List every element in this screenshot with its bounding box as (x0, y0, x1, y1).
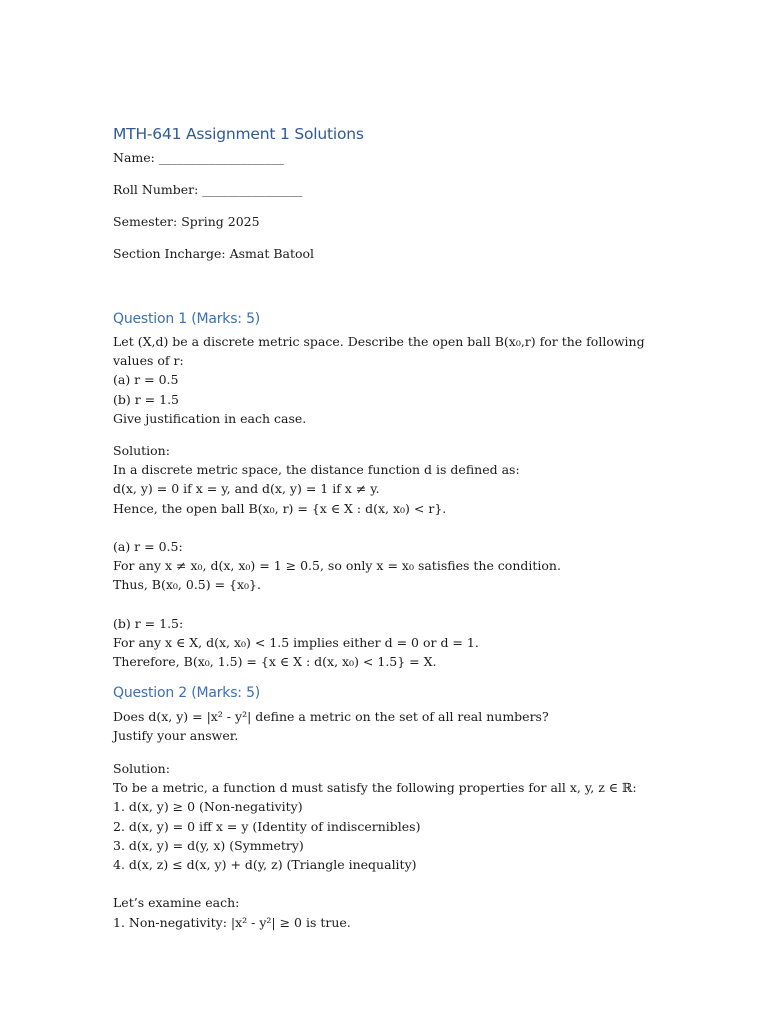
q1-solution-line: Solution: (113, 443, 170, 458)
q2-property-item: 1. d(x, y) ≥ 0 (Non-negativity) (113, 799, 303, 815)
q1-solution-line: Hence, the open ball B(x₀, r) = {x ∈ X : d(x, x₀) < r}. (113, 500, 447, 516)
question-1-solution (113, 441, 673, 671)
paragraph-gap (113, 518, 673, 537)
q2-examine-line: 1. Non-negativity: |x² - y²| ≥ 0 is true. (113, 914, 351, 930)
q1-statement-line: Give justification in each case. (113, 410, 307, 426)
q2-property-item: 3. d(x, y) = d(y, x) (Symmetry) (113, 837, 304, 853)
q1-part-b-line: (b) r = 1.5: (113, 615, 184, 631)
question-2-solution (113, 759, 673, 932)
q1-statement-line: (b) r = 1.5 (113, 391, 180, 407)
q2-statement-line: Justify your answer. (113, 728, 239, 744)
q1-part-a-line: For any x ≠ x₀, d(x, x₀) = 1 ≥ 0.5, so only x = x₀ satisfies the condition. (113, 558, 561, 574)
q1-part-b-line: For any x ∈ X, d(x, x₀) < 1.5 implies either d = 0 or d = 1. (113, 634, 479, 650)
paragraph-gap (113, 595, 673, 614)
q1-statement-line: Let (X,d) be a discrete metric space. Describe the open ball B(x₀,r) for the following values of r: (113, 334, 645, 369)
q2-solution-line: To be a metric, a function d must satisfy the following properties for all x, y, z ∈ ℝ: (113, 780, 637, 796)
q1-solution-line: d(x, y) = 0 if x = y, and d(x, y) = 1 if x ≠ y. (113, 481, 380, 497)
section-incharge-field: Section Incharge: Asmat Batool (113, 246, 315, 261)
q2-solution-line: Solution: (113, 761, 170, 776)
paragraph-gap (113, 874, 673, 893)
q1-part-a-line: (a) r = 0.5: (113, 538, 183, 554)
question-1-heading: Question 1 (Marks: 5) (113, 311, 261, 327)
q1-statement-line: (a) r = 0.5 (113, 372, 179, 388)
q2-property-item: 4. d(x, z) ≤ d(x, y) + d(y, z) (Triangle inequality) (113, 856, 417, 872)
q2-statement-line: Does d(x, y) = |x² - y²| define a metric on the set of all real numbers? (113, 709, 549, 724)
question-1-statement (113, 332, 673, 428)
question-2-statement (113, 707, 673, 745)
q1-part-b-line: Therefore, B(x₀, 1.5) = {x ∈ X : d(x, x₀) < 1.5} = X. (113, 654, 437, 670)
semester-field: Semester: Spring 2025 (113, 214, 260, 229)
question-2-heading: Question 2 (Marks: 5) (113, 685, 261, 701)
name-field: Name: ____________________ (113, 150, 284, 165)
q2-examine-line: Let’s examine each: (113, 895, 240, 911)
q1-part-a-line: Thus, B(x₀, 0.5) = {x₀}. (113, 577, 261, 593)
q2-property-item: 2. d(x, y) = 0 iff x = y (Identity of indiscernibles) (113, 818, 421, 834)
q1-solution-line: In a discrete metric space, the distance function d is defined as: (113, 462, 520, 478)
roll-number-field: Roll Number: ________________ (113, 182, 303, 197)
document-title: MTH-641 Assignment 1 Solutions (113, 125, 364, 143)
